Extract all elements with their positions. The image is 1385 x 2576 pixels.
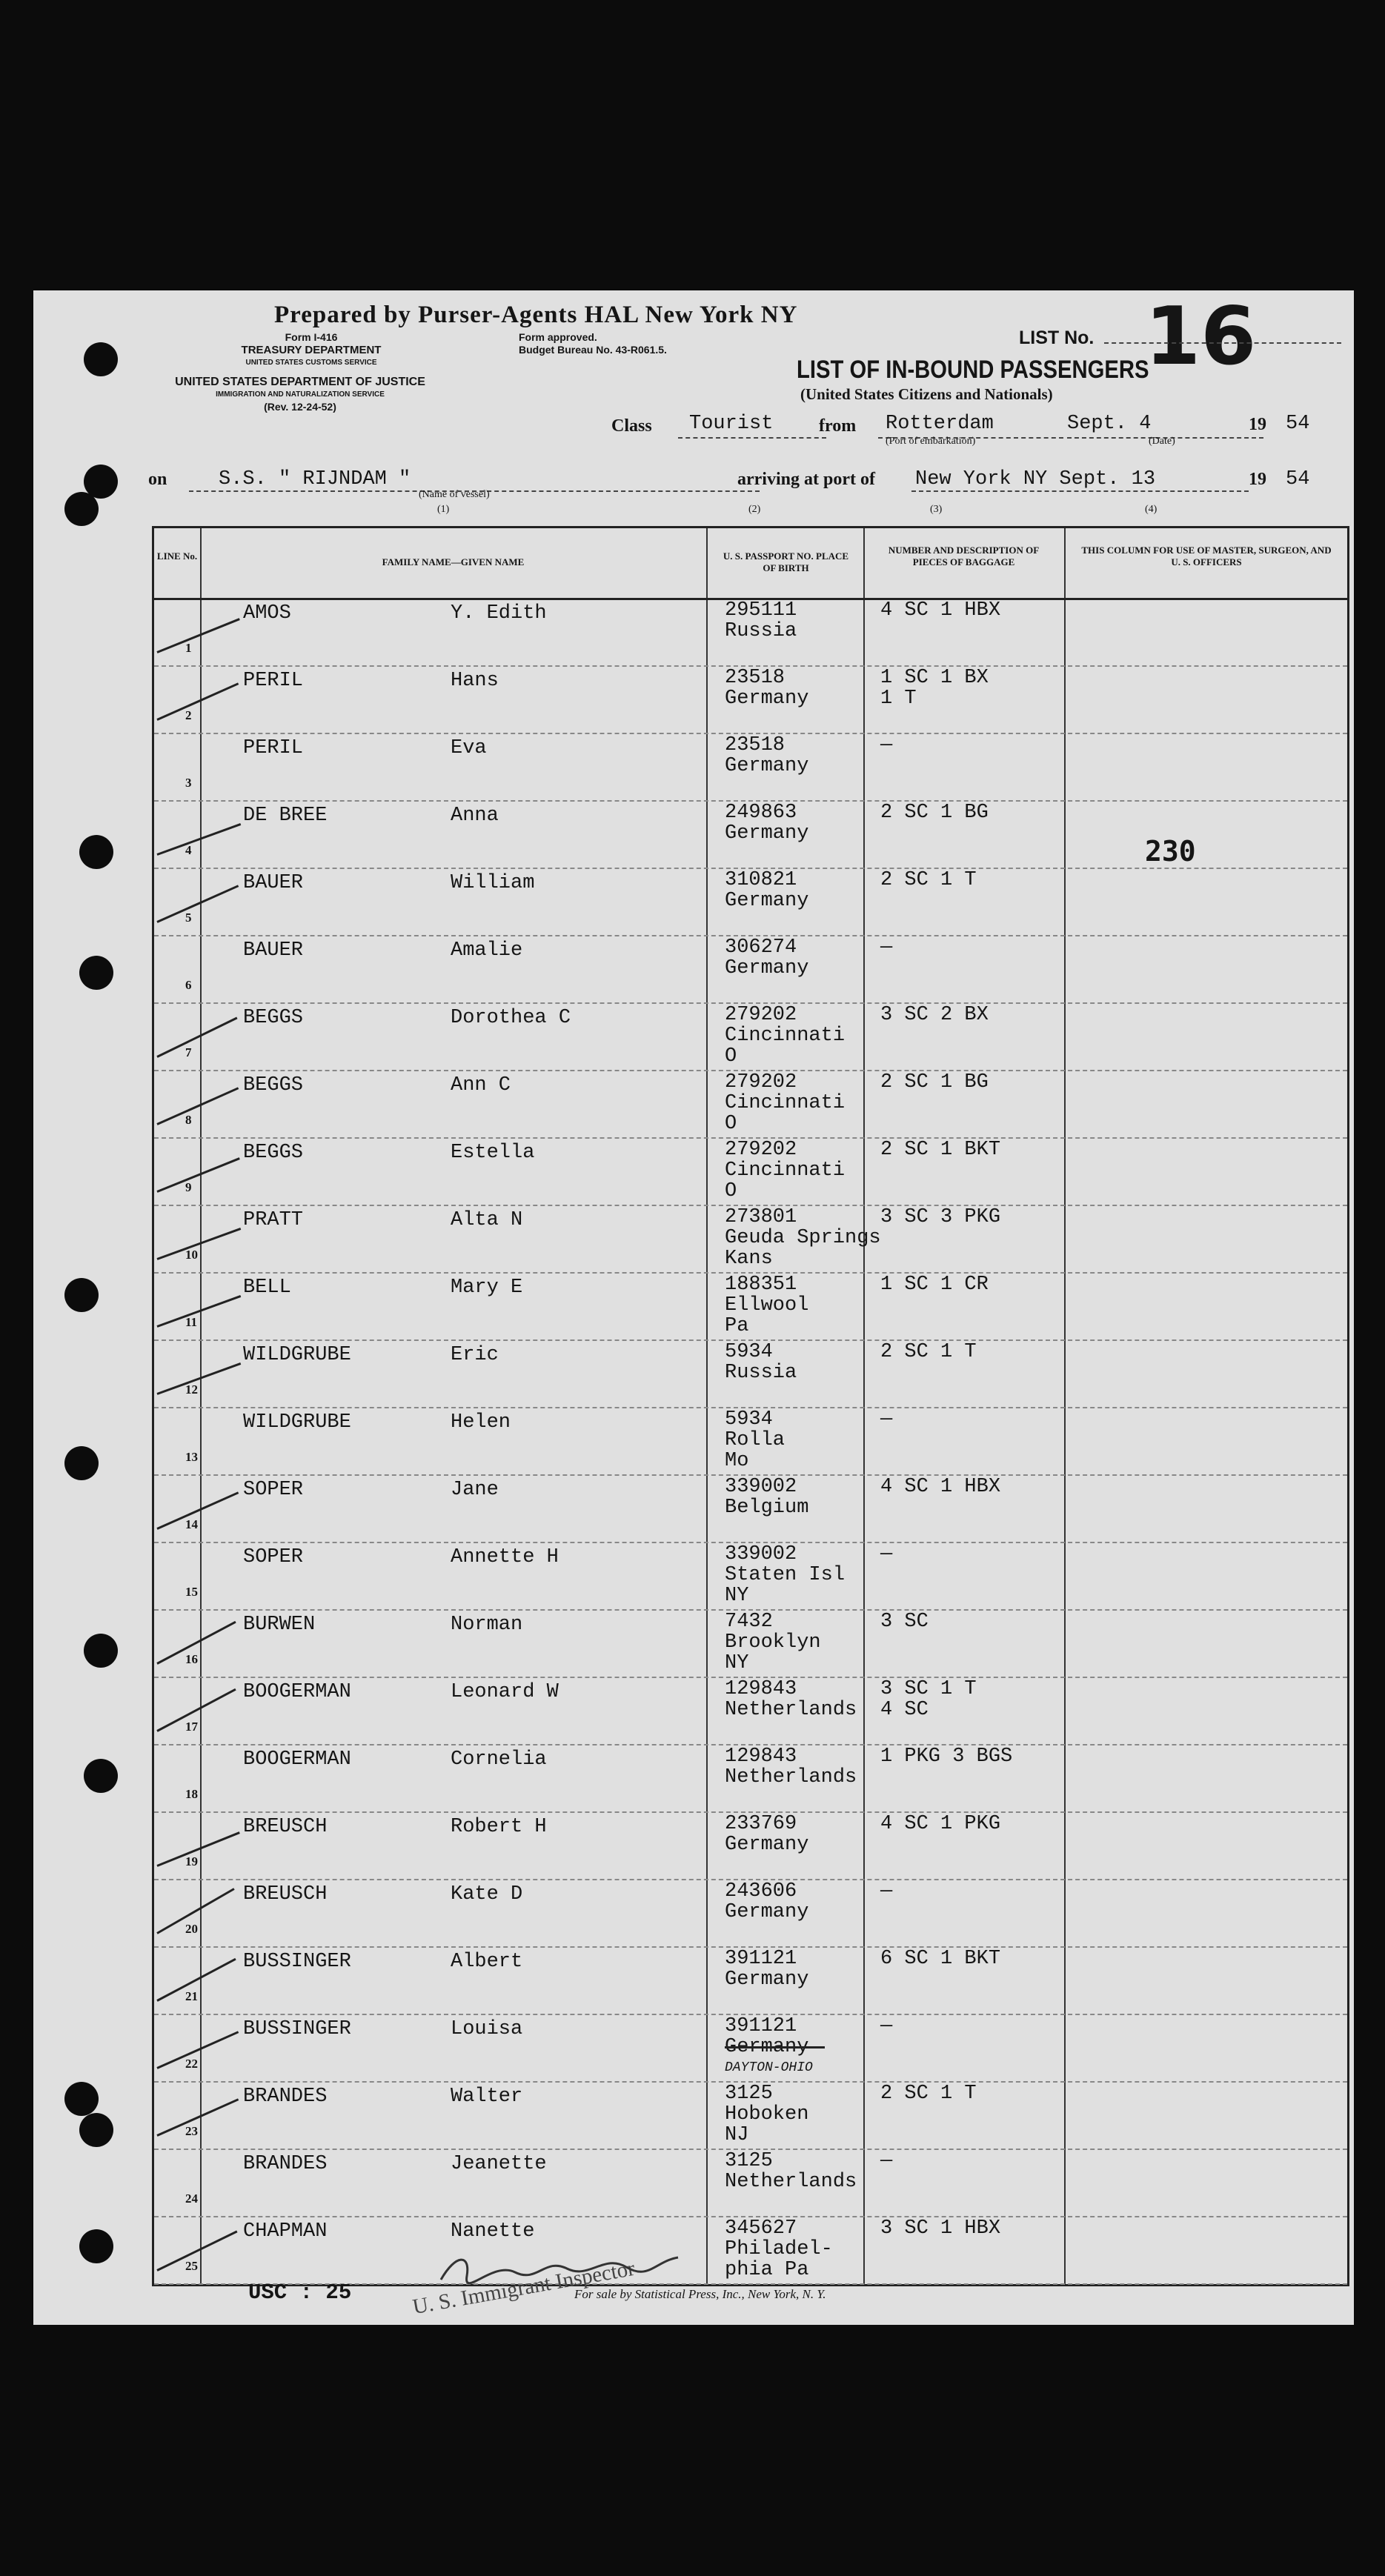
table-row: [154, 1744, 1347, 1813]
baggage-line-2: 4 SC: [880, 1699, 929, 1721]
baggage-line-1: 4 SC 1 PKG: [880, 1813, 1001, 1835]
family-name: BEGGS: [243, 1007, 304, 1029]
col-num-3: (3): [930, 504, 943, 515]
given-name: Annette H: [451, 1546, 559, 1568]
table-row: [154, 733, 1347, 802]
baggage-line-1: 1 SC 1 BX: [880, 667, 989, 689]
header-baggage: NUMBER AND DESCRIPTION OF PIECES OF BAGGAGE: [888, 545, 1040, 568]
manifest-page: [33, 290, 1354, 2325]
table-row: [154, 1609, 1347, 1678]
given-name: Hans: [451, 670, 499, 692]
place-of-birth-cont: NJ: [725, 2124, 749, 2146]
place-of-birth-cont: Kans: [725, 1248, 773, 1270]
family-name: BRANDES: [243, 2086, 328, 2108]
line-number: 6: [185, 978, 192, 992]
place-of-birth: Cincinnati: [725, 1092, 846, 1114]
given-name: Jane: [451, 1479, 499, 1501]
place-of-birth: Russia: [725, 1362, 797, 1384]
family-name: PRATT: [243, 1209, 304, 1231]
place-of-birth: Netherlands: [725, 1699, 857, 1721]
form-number: Form I-416 TREASURY DEPARTMENT UNITED STATES CUSTOMS SERVICE: [241, 331, 382, 367]
family-name: BOOGERMAN: [243, 1748, 351, 1771]
baggage-line-1: 2 SC 1 T: [880, 2083, 977, 2105]
table-row: [154, 1002, 1347, 1071]
line-number: 18: [185, 1787, 198, 1801]
table-row: [154, 1474, 1347, 1543]
year-prefix-2: 19: [1249, 470, 1266, 489]
baggage-line-1: 1 PKG 3 BGS: [880, 1745, 1013, 1768]
family-name: WILDGRUBE: [243, 1411, 351, 1434]
port-caption: (Port of embarkation): [886, 436, 976, 447]
check-mark: [156, 823, 241, 856]
place-of-birth: Russia: [725, 620, 797, 642]
baggage-line-1: 3 SC 3 PKG: [880, 1206, 1001, 1228]
line-number: 7: [185, 1045, 192, 1059]
baggage-line-1: 2 SC 1 BG: [880, 802, 989, 824]
passport-number: 7432: [725, 1611, 773, 1633]
header-passport: U. S. PASSPORT NO. PLACE OF BIRTH: [723, 550, 849, 573]
passport-number: 188351: [725, 1274, 797, 1296]
line-number: 20: [185, 1922, 198, 1936]
arriving-label: arriving at port of: [737, 470, 875, 489]
line-number: 15: [185, 1585, 198, 1599]
family-name: PERIL: [243, 737, 304, 759]
given-name: Mary E: [451, 1277, 523, 1299]
family-name: BAUER: [243, 872, 304, 894]
given-name: William: [451, 872, 535, 894]
passport-number: 295111: [725, 599, 797, 622]
baggage-line-1: —: [880, 1543, 893, 1565]
table-row: [154, 1677, 1347, 1745]
col-num-2: (2): [748, 504, 761, 515]
place-of-birth: Staten Isl: [725, 1564, 846, 1586]
table-row: [154, 2216, 1347, 2285]
inspector-stamp: U. S. Immigrant Inspector: [411, 2256, 637, 2320]
check-mark: [156, 1362, 241, 1395]
line-number: 8: [185, 1113, 192, 1127]
place-of-birth: Brooklyn: [725, 1631, 821, 1654]
passport-number: 339002: [725, 1476, 797, 1498]
passport-number: 5934: [725, 1341, 773, 1363]
given-name: Leonard W: [451, 1681, 559, 1703]
baggage-line-1: —: [880, 1408, 893, 1431]
list-no-value: 16: [1145, 290, 1257, 383]
passport-number: 249863: [725, 802, 797, 824]
given-name: Walter: [451, 2086, 523, 2108]
baggage-line-2: 1 T: [880, 688, 917, 710]
line-number: 10: [185, 1248, 198, 1262]
baggage-line-1: 3 SC: [880, 1611, 929, 1633]
family-name: BAUER: [243, 939, 304, 962]
line-number: 9: [185, 1180, 192, 1194]
baggage-line-1: 2 SC 1 BKT: [880, 1139, 1001, 1161]
given-name: Anna: [451, 805, 499, 827]
passport-number: 233769: [725, 1813, 797, 1835]
binder-hole: [84, 342, 118, 376]
baggage-line-1: 1 SC 1 CR: [880, 1274, 989, 1296]
place-of-birth: Germany: [725, 957, 809, 979]
check-mark: [156, 1295, 241, 1328]
table-row: [154, 2014, 1347, 2083]
binder-hole: [79, 956, 113, 990]
family-name: SOPER: [243, 1479, 304, 1501]
baggage-line-1: 3 SC 1 T: [880, 1678, 977, 1700]
baggage-line-1: 2 SC 1 T: [880, 1341, 977, 1363]
baggage-line-1: —: [880, 1880, 893, 1903]
family-name: BELL: [243, 1277, 291, 1299]
table-row: [154, 1542, 1347, 1611]
port-of-embarkation: Rotterdam: [886, 413, 994, 435]
table-row: [154, 1137, 1347, 1206]
class-label: Class: [611, 416, 652, 436]
place-of-birth: Ellwool: [725, 1294, 809, 1317]
header-name: FAMILY NAME—GIVEN NAME: [382, 556, 525, 568]
inspector-signature: [434, 2246, 685, 2291]
printer-credit: For sale by Statistical Press, Inc., New York, N. Y.: [574, 2287, 826, 2301]
header-line-no: LINE No.: [156, 550, 198, 562]
check-mark: [156, 1017, 237, 1058]
line-number: 14: [185, 1517, 198, 1531]
table-row: [154, 2081, 1347, 2150]
family-name: CHAPMAN: [243, 2220, 328, 2243]
year-value-2: 54: [1286, 468, 1310, 490]
table-row: [154, 1339, 1347, 1408]
passport-number: 339002: [725, 1543, 797, 1565]
line-number: 21: [185, 1989, 198, 2003]
line-number: 23: [185, 2124, 198, 2138]
family-name: BEGGS: [243, 1142, 304, 1164]
check-mark: [156, 885, 239, 923]
passport-number: 391121: [725, 1948, 797, 1970]
passport-number: 129843: [725, 1678, 797, 1700]
place-of-birth-cont: O: [725, 1180, 737, 1202]
baggage-line-1: 3 SC 1 HBX: [880, 2217, 1001, 2240]
family-name: PERIL: [243, 670, 304, 692]
place-of-birth: Germany: [725, 688, 809, 710]
given-name: Dorothea C: [451, 1007, 571, 1029]
form-subtitle: (United States Citizens and Nationals): [800, 385, 1053, 403]
check-mark: [156, 1228, 241, 1260]
line-number: 11: [185, 1315, 198, 1329]
check-mark: [156, 682, 239, 721]
passport-number: 306274: [725, 936, 797, 959]
officer-annotation: 230: [1145, 835, 1196, 868]
form-approval: Form approved. Budget Bureau No. 43-R061.5.: [519, 331, 667, 356]
passport-number: 23518: [725, 734, 786, 756]
vessel-caption: (Name of vessel): [419, 489, 490, 500]
place-of-birth: Germany: [725, 822, 809, 845]
check-mark: [156, 1831, 239, 1867]
given-name: Robert H: [451, 1816, 547, 1838]
passport-number: 279202: [725, 1004, 797, 1026]
line-number: 13: [185, 1450, 198, 1464]
line-number: 25: [185, 2259, 198, 2273]
table-row: [154, 598, 1347, 667]
binder-hole: [64, 2082, 99, 2116]
passport-number: 391121: [725, 2015, 797, 2037]
line-number: 2: [185, 708, 192, 722]
col-num-4: (4): [1145, 504, 1158, 515]
place-of-birth: Germany: [725, 755, 809, 777]
given-name: Louisa: [451, 2018, 523, 2040]
given-name: Helen: [451, 1411, 511, 1434]
passport-number: 279202: [725, 1139, 797, 1161]
year-value: 54: [1286, 413, 1310, 435]
check-mark: [156, 1087, 239, 1125]
line-number: 5: [185, 911, 192, 925]
list-no-label: LIST No.: [1019, 327, 1095, 348]
passport-number: 129843: [725, 1745, 797, 1768]
given-name: Ann C: [451, 1074, 511, 1096]
given-name: Amalie: [451, 939, 523, 962]
baggage-line-1: —: [880, 936, 893, 959]
place-of-birth-cont: phia Pa: [725, 2259, 809, 2281]
place-of-birth: Germany: [725, 2036, 809, 2058]
justice-dept: UNITED STATES DEPARTMENT OF JUSTICE IMMIGRATION AND NATURALIZATION SERVICE (Rev. 12-24-52): [175, 376, 425, 413]
given-name: Nanette: [451, 2220, 535, 2243]
passport-number: 243606: [725, 1880, 797, 1903]
family-name: BUSSINGER: [243, 2018, 351, 2040]
given-name: Norman: [451, 1614, 523, 1636]
passport-number: 310821: [725, 869, 797, 891]
table-row: [154, 1205, 1347, 1274]
binder-hole: [64, 1278, 99, 1312]
date-caption: (Date): [1149, 436, 1175, 447]
baggage-line-1: 4 SC 1 HBX: [880, 1476, 1001, 1498]
departure-date: Sept. 4: [1067, 413, 1152, 435]
place-of-birth: Germany: [725, 1901, 809, 1923]
baggage-line-1: 6 SC 1 BKT: [880, 1948, 1001, 1970]
strikethrough: [725, 2046, 825, 2049]
family-name: BURWEN: [243, 1614, 316, 1636]
family-name: BOOGERMAN: [243, 1681, 351, 1703]
prepared-by: Prepared by Purser-Agents HAL New York NY: [274, 302, 798, 328]
check-mark: [156, 618, 239, 653]
table-row: [154, 1407, 1347, 1476]
family-name: BUSSINGER: [243, 1951, 351, 1973]
table-row: [154, 1272, 1347, 1341]
line-number: 16: [185, 1652, 198, 1666]
table-row: [154, 1879, 1347, 1948]
given-name: Albert: [451, 1951, 523, 1973]
binder-hole: [79, 835, 113, 869]
passenger-table: [152, 526, 1349, 2286]
table-row: [154, 1070, 1347, 1139]
form-title: LIST OF IN-BOUND PASSENGERS: [797, 356, 1149, 384]
family-name: SOPER: [243, 1546, 304, 1568]
table-row: [154, 665, 1347, 734]
passport-number: 3125: [725, 2150, 773, 2172]
family-name: BRANDES: [243, 2153, 328, 2175]
binder-hole: [64, 492, 99, 526]
given-name: Estella: [451, 1142, 535, 1164]
binder-hole: [79, 2113, 113, 2147]
family-name: BEGGS: [243, 1074, 304, 1096]
check-mark: [156, 1157, 239, 1193]
place-of-birth-cont: O: [725, 1045, 737, 1068]
place-of-birth-cont: O: [725, 1113, 737, 1135]
place-of-birth: Hoboken: [725, 2103, 809, 2126]
place-of-birth-cont: NY: [725, 1652, 749, 1674]
place-of-birth: Netherlands: [725, 2171, 857, 2193]
table-row: [154, 868, 1347, 936]
baggage-line-1: 3 SC 2 BX: [880, 1004, 989, 1026]
table-row: [154, 2149, 1347, 2217]
line-number: 4: [185, 843, 192, 857]
passport-number: 345627: [725, 2217, 797, 2240]
baggage-line-1: —: [880, 2015, 893, 2037]
place-of-birth: Netherlands: [725, 1766, 857, 1788]
place-of-birth: Germany: [725, 1834, 809, 1856]
given-name: Alta N: [451, 1209, 523, 1231]
given-name: Eva: [451, 737, 487, 759]
given-name: Kate D: [451, 1883, 523, 1906]
binder-hole: [84, 1634, 118, 1668]
class-value: Tourist: [689, 413, 774, 435]
place-of-birth: Geuda Springs: [725, 1227, 881, 1249]
place-of-birth: Belgium: [725, 1497, 809, 1519]
year-prefix: 19: [1249, 415, 1266, 434]
usc-count: USC : 25: [248, 2280, 352, 2305]
vessel-name: S.S. " RIJNDAM ": [219, 468, 411, 490]
line-number: 22: [185, 2057, 198, 2071]
arrival-port-date: New York NY Sept. 13: [915, 468, 1156, 490]
passport-number: 273801: [725, 1206, 797, 1228]
place-of-birth-cont: Mo: [725, 1450, 749, 1472]
baggage-line-1: 2 SC 1 BG: [880, 1071, 989, 1094]
place-of-birth: Germany: [725, 890, 809, 912]
line-number: 24: [185, 2191, 198, 2206]
table-row: [154, 1946, 1347, 2015]
family-name: BREUSCH: [243, 1883, 328, 1906]
family-name: BREUSCH: [243, 1816, 328, 1838]
place-of-birth: Cincinnati: [725, 1159, 846, 1182]
binder-hole: [79, 2229, 113, 2263]
family-name: AMOS: [243, 602, 291, 625]
place-of-birth: Cincinnati: [725, 1025, 846, 1047]
given-name: Jeanette: [451, 2153, 547, 2175]
passport-number: 5934: [725, 1408, 773, 1431]
binder-hole: [84, 1759, 118, 1793]
from-label: from: [819, 416, 857, 436]
family-name: DE BREE: [243, 805, 328, 827]
line-number: 12: [185, 1382, 198, 1397]
baggage-line-1: 2 SC 1 T: [880, 869, 977, 891]
line-number: 17: [185, 1720, 198, 1734]
passport-number: 23518: [725, 667, 786, 689]
baggage-line-1: —: [880, 734, 893, 756]
given-name: Y. Edith: [451, 602, 547, 625]
baggage-line-1: —: [880, 2150, 893, 2172]
table-row: [154, 1811, 1347, 1880]
col-num-1: (1): [437, 504, 450, 515]
given-name: Cornelia: [451, 1748, 547, 1771]
family-name: WILDGRUBE: [243, 1344, 351, 1366]
passport-number: 279202: [725, 1071, 797, 1094]
table-row: [154, 935, 1347, 1004]
on-label: on: [148, 470, 167, 489]
binder-hole: [64, 1446, 99, 1480]
passport-number: 3125: [725, 2083, 773, 2105]
place-of-birth-cont: NY: [725, 1585, 749, 1607]
place-of-birth: Rolla: [725, 1429, 786, 1451]
line-number: 19: [185, 1854, 198, 1868]
place-of-birth-cont: Pa: [725, 1315, 749, 1337]
place-of-birth: Philadel-: [725, 2238, 833, 2260]
given-name: Eric: [451, 1344, 499, 1366]
line-number: 1: [185, 641, 192, 655]
place-of-birth: Germany: [725, 1968, 809, 1991]
header-officers: THIS COLUMN FOR USE OF MASTER, SURGEON, AND U. S. OFFICERS: [1081, 545, 1332, 568]
place-of-birth-cont: DAYTON-OHIO: [725, 2060, 813, 2075]
line-number: 3: [185, 776, 192, 790]
baggage-line-1: 4 SC 1 HBX: [880, 599, 1001, 622]
